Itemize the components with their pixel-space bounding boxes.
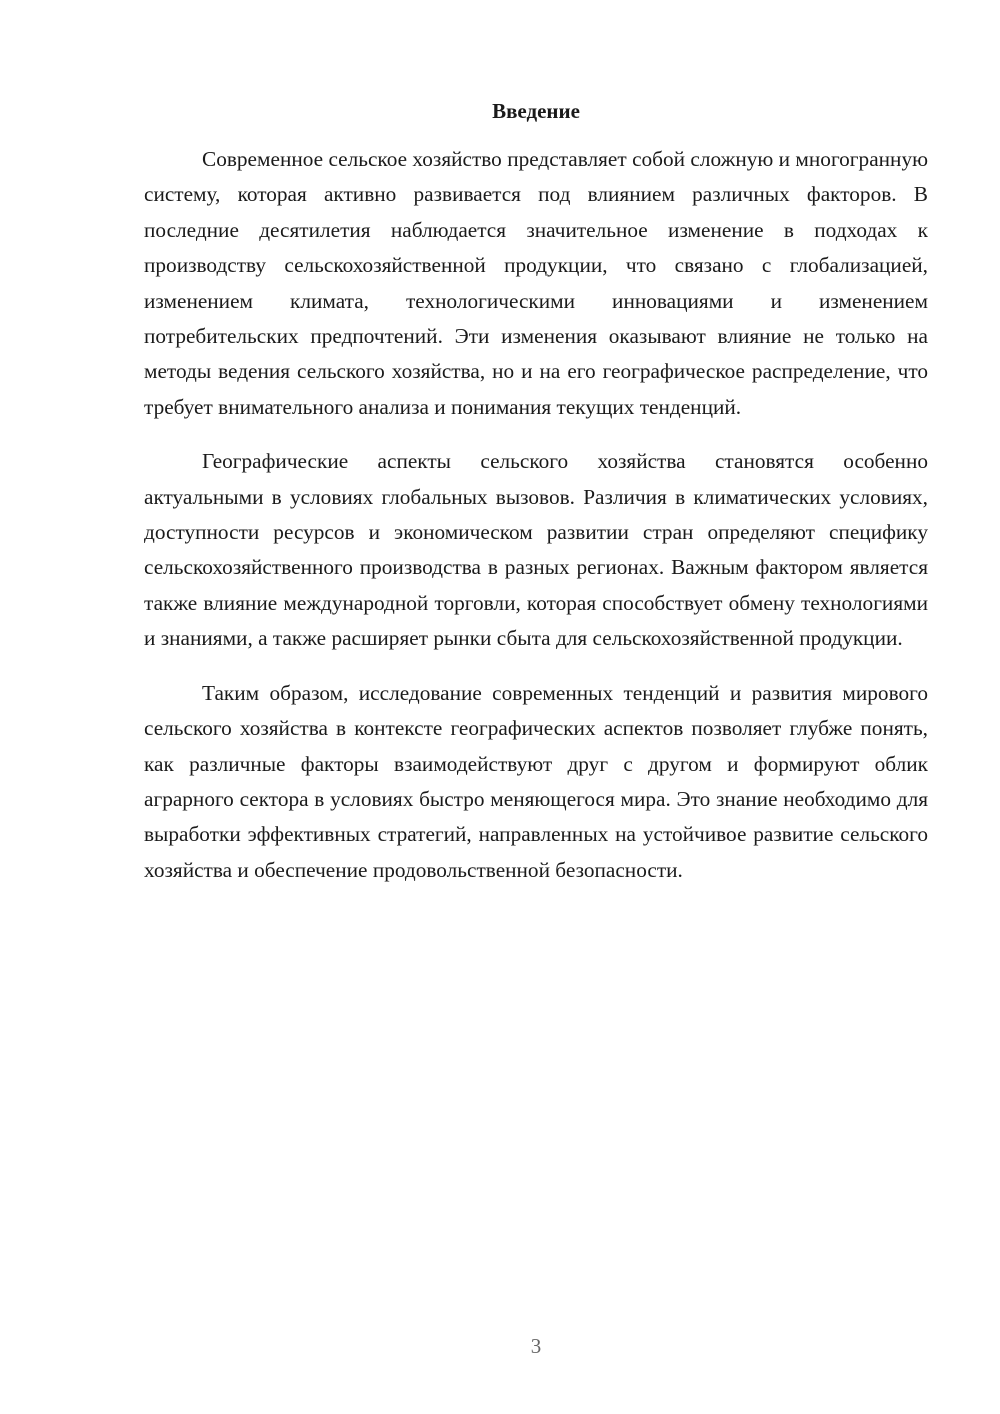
paragraph-1: Современное сельское хозяйство представляет собой сложную и многогранную систему, которая активно развивается под влиянием различных факторов. В последние десятилетия наблюдается значительное изменение в подходах к производству сельскохозяйственной продукции, что связано с глобализацией, изменением климата, технологическими инновациями и изменением потребительских предпочтений. Эти изменения оказывают влияние не только на методы ведения сельского хозяйства, но и на его географическое распределение, что требует внимательного анализа и понимания текущих тенденций. [144,147,928,419]
page-number: 3 [530,1334,542,1358]
paragraph-2: Географические аспекты сельского хозяйства становятся особенно актуальными в условиях глобальных вызовов. Различия в климатических условиях, доступности ресурсов и экономическом развитии стран определяют специфику сельскохозяйственного производства в разных регионах. Важным фактором является также влияние международной торговли, которая способствует обмену технологиями и знаниями, а также расширяет рынки сбыта для сельскохозяйственной продукции. [144,449,928,651]
body-text [144,142,928,888]
section-heading: Введение [492,99,580,123]
paragraph-3: Таким образом, исследование современных тенденций и развития мирового сельского хозяйства в контексте географических аспектов позволяет глубже понять, как различные факторы взаимодействуют друг с другом и формируют облик аграрного сектора в условиях быстро меняющегося мира. Это знание необходимо для выработки эффективных стратегий, направленных на устойчивое развитие сельского хозяйства и обеспечение продовольственной безопасности. [144,680,928,882]
